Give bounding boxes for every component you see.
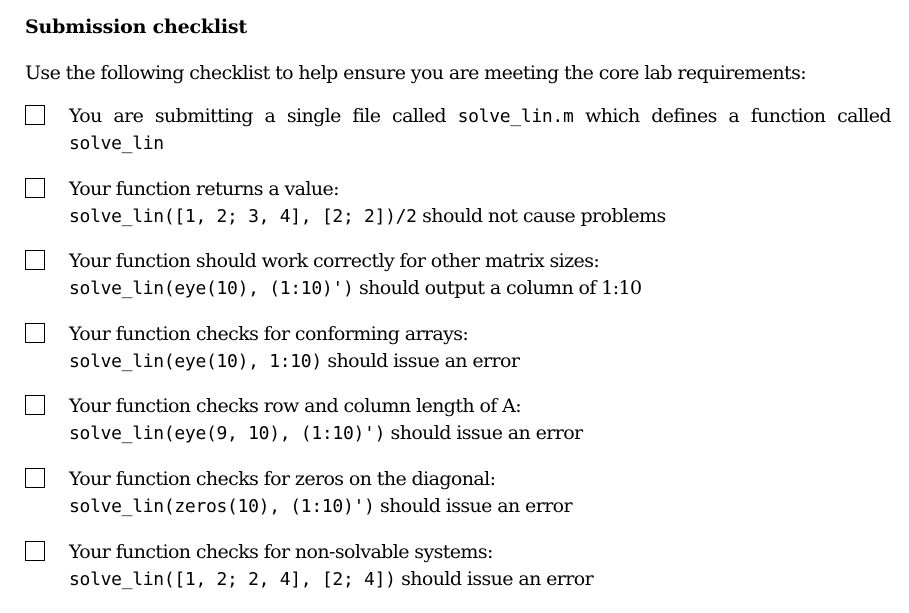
item-description <box>69 105 891 128</box>
item-description: Your function checks row and column length of A: <box>69 395 522 417</box>
item-example-code: solve_lin(eye(10), (1:10)') <box>69 278 354 299</box>
checkbox[interactable] <box>25 323 45 343</box>
item-description: Your function checks for zeros on the diagonal: <box>69 468 496 490</box>
item-text-continued: which defines a function called <box>573 105 891 127</box>
item-expected-result: should issue an error <box>321 350 520 372</box>
item-example <box>69 568 593 591</box>
item-example-code: solve_lin(zeros(10), (1:10)') <box>69 496 375 517</box>
item-description: Your function should work correctly for other matrix sizes: <box>69 250 600 272</box>
item-code: solve_lin.m <box>457 106 574 127</box>
item-description: Your function checks for conforming arrays: <box>69 323 469 345</box>
checkbox[interactable] <box>25 250 45 270</box>
checklist-item-single-file <box>25 105 891 161</box>
item-example-code: solve_lin(eye(9, 10), (1:10)') <box>69 423 386 444</box>
checkbox[interactable] <box>25 178 45 198</box>
item-example-code: solve_lin(eye(10), 1:10) <box>69 351 322 372</box>
item-expected-result: should issue an error <box>374 495 572 517</box>
checklist-item-matrix-sizes <box>25 250 891 306</box>
section-heading: Submission checklist <box>25 16 247 38</box>
item-example <box>69 277 642 300</box>
item-example <box>69 495 572 518</box>
item-example <box>69 350 519 373</box>
item-example-code: solve_lin <box>69 133 164 154</box>
item-expected-result: should output a column of 1:10 <box>353 277 642 299</box>
checkbox[interactable] <box>25 541 45 561</box>
item-example <box>69 205 666 228</box>
checklist-item-conforming-arrays <box>25 323 891 379</box>
item-example-code: solve_lin([1, 2; 3, 4], [2; 2])/2 <box>69 206 417 227</box>
item-description: Your function returns a value: <box>69 178 339 200</box>
checklist-item-row-column-length <box>25 395 891 451</box>
checklist-item-returns-value <box>25 178 891 234</box>
intro-text: Use the following checklist to help ensure you are meeting the core lab requirements: <box>25 62 807 84</box>
checklist-item-non-solvable <box>25 541 891 597</box>
item-expected-result: should issue an error <box>385 422 583 444</box>
checklist-item-zero-diagonal <box>25 468 891 524</box>
item-expected-result: should issue an error <box>395 568 594 590</box>
item-description: Your function checks for non-solvable systems: <box>69 541 493 563</box>
item-text: You are submitting a single file called <box>69 105 458 127</box>
item-example-code: solve_lin([1, 2; 2, 4], [2; 4]) <box>69 569 396 590</box>
item-example <box>69 422 583 445</box>
item-example <box>69 132 164 155</box>
checkbox[interactable] <box>25 105 45 125</box>
checkbox[interactable] <box>25 468 45 488</box>
checkbox[interactable] <box>25 395 45 415</box>
item-expected-result: should not cause problems <box>416 205 666 227</box>
